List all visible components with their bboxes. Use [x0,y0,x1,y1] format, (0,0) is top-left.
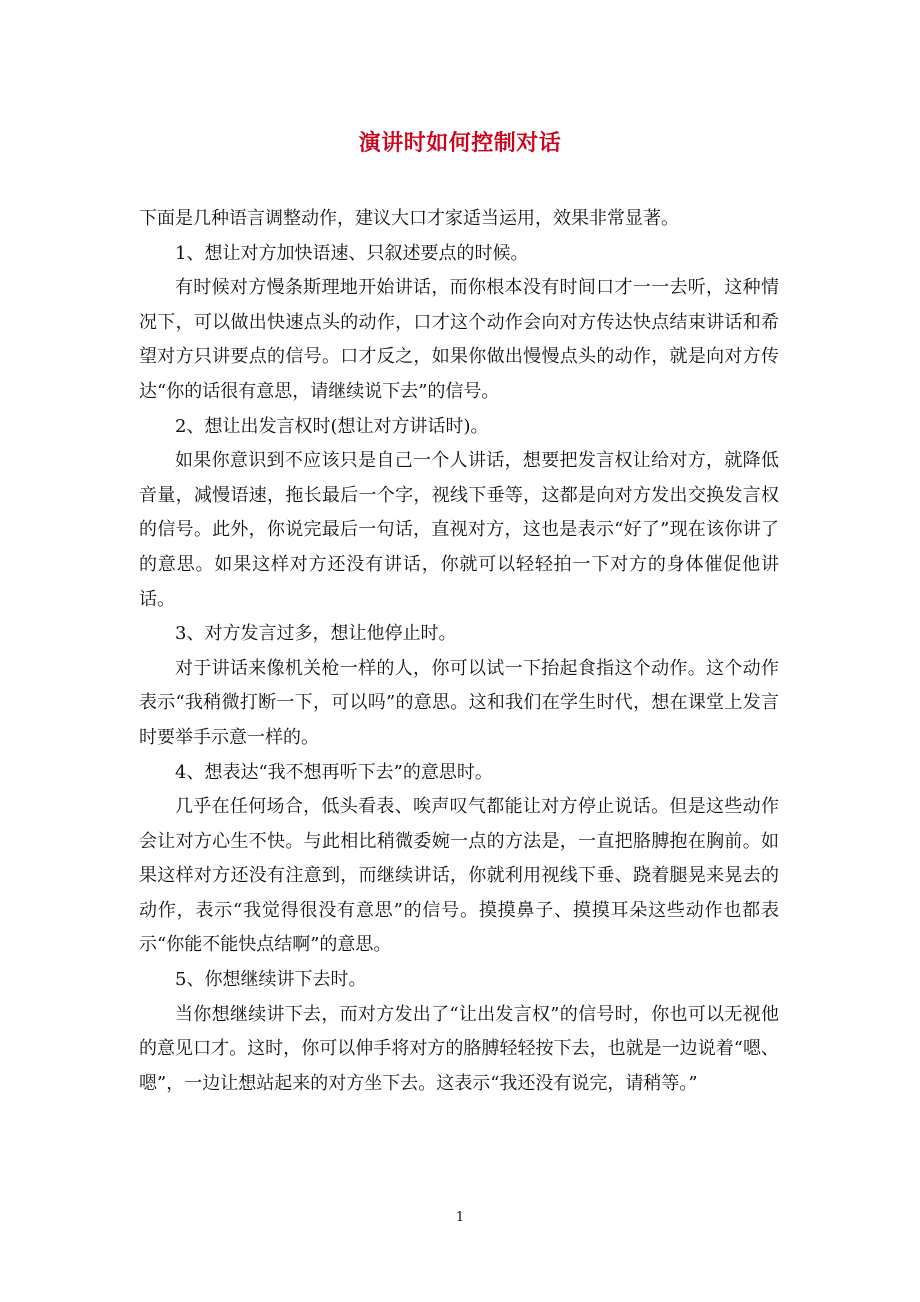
page-number: 1 [455,1210,465,1225]
section-heading-4: 4、想表达“我不想再听下去”的意思时。 [175,761,493,783]
section-heading-2: 2、想让出发言权时(想让对方讲话时)。 [175,415,489,437]
body-paragraph-2: 如果你意识到不应该只是自己一个人讲话，想要把发言权让给对方，就降低音量，减慢语速，拖长最后一个字，视线下垂等，这都是向对方发出交换发言权的信号。此外，你说完最后一句话，直视对方，这也是表示“好了”现在该你讲了的意思。如果这样对方还没有讲话，你就可以轻轻拍一下对方的身体催促他讲话。 [139,450,779,610]
section-heading-3: 3、对方发言过多，想让他停止时。 [175,623,457,645]
section-heading-5: 5、你想继续讲下去时。 [175,969,367,991]
intro-paragraph: 下面是几种语言调整动作，建议大口才家适当运用，效果非常显著。 [139,208,679,229]
body-paragraph-4: 几乎在任何场合，低头看表、唉声叹气都能让对方停止说话。但是这些动作会让对方心生不快。与此相比稍微委婉一点的方法是，一直把胳膊抱在胸前。如果这样对方还没有注意到，而继续讲话，你就利用视线下垂、跷着腿晃来晃去的动作，表示“我觉得很没有意思”的信号。摸摸鼻子、摸摸耳朵这些动作也都表示“你能不能快点结啊”的意思。 [139,796,779,956]
body-paragraph-3: 对于讲话来像机关枪一样的人，你可以试一下抬起食指这个动作。这个动作表示“我稍微打断一下，可以吗”的意思。这和我们在学生时代，想在课堂上发言时要举手示意一样的。 [139,657,779,748]
body-paragraph-5: 当你想继续讲下去，而对方发出了“让出发言权”的信号时，你也可以无视他的意见口才。这时，你可以伸手将对方的胳膊轻轻按下去，也就是一边说着“嗯、嗯”，一边让想站起来的对方坐下去。这表示“我还没有说完，请稍等。” [139,1003,779,1094]
document-title: 演讲时如何控制对话 [358,130,562,156]
section-heading-1: 1、想让对方加快语速、只叙述要点的时候。 [175,242,529,264]
document-body [139,202,779,1101]
body-paragraph-1: 有时候对方慢条斯理地开始讲话，而你根本没有时间口才一一去听，这种情况下，可以做出快速点头的动作，口才这个动作会向对方传达快点结束讲话和希望对方只讲要点的信号。口才反之，如果你做出慢慢点头的动作，就是向对方传达“你的话很有意思，请继续说下去”的信号。 [139,277,779,402]
